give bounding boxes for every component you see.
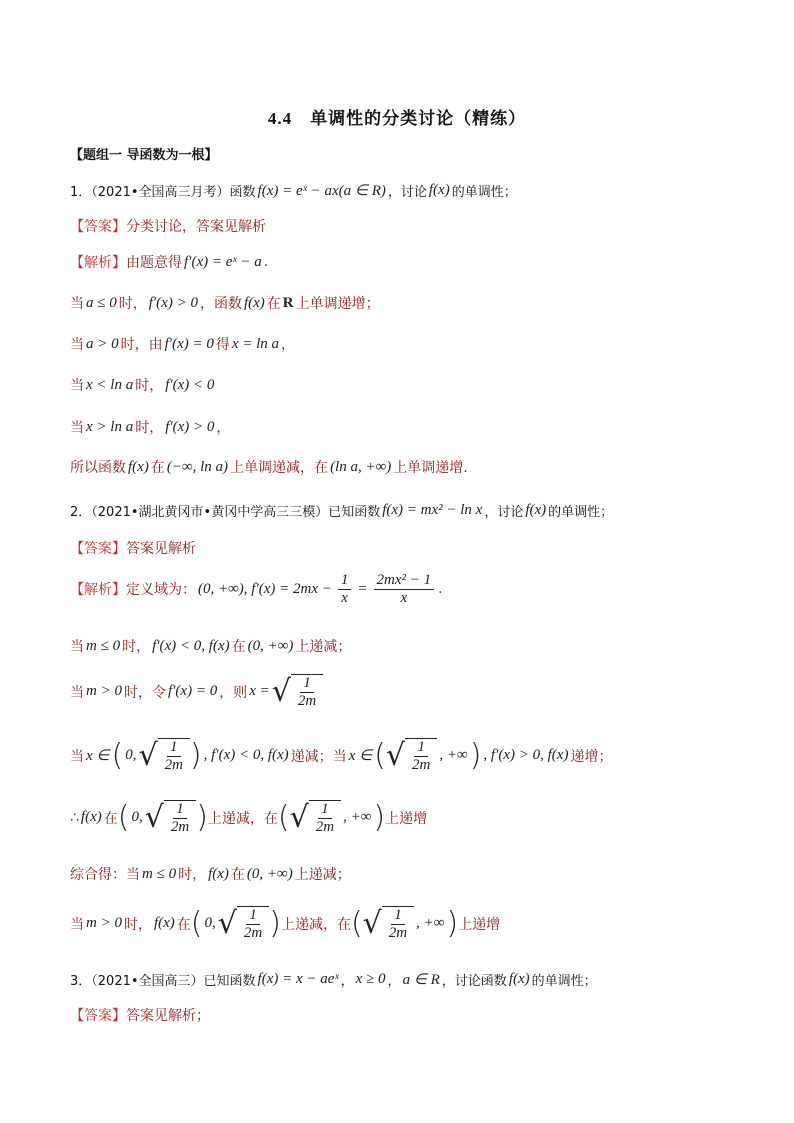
denominator: 2m [164, 756, 183, 773]
fraction [293, 675, 321, 709]
math: = [357, 580, 368, 597]
q3-answer [70, 1005, 210, 1025]
q2-summary-2 [70, 906, 500, 941]
q3-suffix: 的单调性； [531, 974, 597, 989]
text: 时， [122, 639, 151, 655]
answer-text: 分类讨论，答案见解析 [126, 219, 266, 235]
q2-case-3 [70, 738, 612, 773]
math: R [282, 294, 294, 311]
math: m ≤ 0 [142, 865, 177, 882]
section-title: 单调性的分类讨论（精练） [310, 109, 527, 129]
q3-prefix: 3．（2021•全国高三）已知函数 [70, 974, 256, 989]
square-root [363, 906, 414, 941]
square-root [290, 800, 341, 835]
denominator: 2m [243, 924, 263, 941]
square-root [138, 738, 189, 773]
q1-prefix: 1．（2021•全国高三月考）函数 [70, 185, 256, 200]
math: m > 0 [86, 915, 122, 931]
text: 在 [150, 460, 165, 476]
text: 上递增 [385, 810, 428, 827]
q1-function: f(x) = eˣ − ax(a ∈ R) [257, 183, 386, 199]
group-heading: 【题组一 导函数为一根】 [70, 148, 218, 163]
q3-function: f(x) = x − aeˣ [257, 971, 339, 987]
fraction [239, 907, 267, 941]
text: ， [281, 337, 296, 353]
answer-tag: 【答案】 [70, 541, 126, 557]
square-root [218, 906, 269, 941]
fraction [166, 801, 194, 835]
math: 0, [204, 915, 216, 931]
q1-fx: f(x) [428, 182, 450, 198]
q1-case-2 [70, 334, 295, 354]
numerator: 1 [173, 801, 187, 819]
numerator: 1 [246, 907, 260, 925]
radical-icon: √ [362, 905, 382, 941]
therefore-icon: ∴ [70, 809, 79, 826]
analysis-text: 定义域为： [126, 582, 196, 598]
math: (−∞, ln a) [166, 458, 229, 475]
text: 当 [70, 684, 84, 701]
q2-case-1 [70, 636, 351, 656]
math: x = [249, 683, 270, 699]
q1-suffix: 的单调性； [451, 185, 517, 200]
right-paren-icon: ) [196, 799, 208, 835]
right-paren-icon: ) [446, 905, 459, 941]
q1-mid: ，讨论 [387, 185, 427, 200]
text: 综合得：当 [70, 867, 140, 883]
text: 在 [230, 867, 245, 883]
q2-prefix: 2．（2021•湖北黄冈市•黄冈中学高三三模）已知函数 [70, 505, 381, 520]
text: 在 [103, 810, 118, 827]
page-title [0, 104, 794, 129]
radical-icon: √ [271, 673, 291, 709]
text: 递增； [570, 748, 613, 765]
denominator: x [400, 589, 408, 606]
q1-case-4 [70, 417, 230, 437]
right-paren-icon: ) [373, 799, 386, 835]
q2-suffix: 的单调性； [548, 505, 614, 520]
text: ， [387, 974, 401, 989]
text: 当 [70, 420, 84, 436]
q2-summary-1 [70, 864, 351, 884]
math: x ∈ [86, 748, 110, 764]
numerator: 1 [391, 907, 405, 925]
math: , f′(x) > 0, f(x) [483, 747, 569, 763]
q2-mid: ，讨论 [484, 505, 524, 520]
math: f(x) [153, 915, 175, 931]
answer-tag: 【答案】 [70, 1008, 126, 1024]
text: 在 [231, 639, 246, 655]
q2-function: f(x) = mx² − ln x [382, 502, 483, 518]
radical-icon: √ [289, 799, 309, 835]
q1-analysis [70, 252, 268, 272]
analysis-tag: 【解析】 [70, 582, 126, 598]
text: 当 [70, 916, 84, 933]
math: (0, +∞) [246, 865, 293, 882]
text: 上递减，在 [207, 810, 278, 827]
math: f′(x) = 0 [167, 683, 218, 699]
square-root [145, 800, 196, 835]
text: 递减；当 [290, 748, 347, 765]
denominator: 2m [315, 818, 335, 835]
math: x < ln a [86, 376, 134, 393]
question-2 [70, 501, 613, 520]
text: 上单调递增. [393, 460, 468, 476]
math: f(x) [128, 458, 149, 475]
math: , +∞ [439, 747, 468, 763]
text: ， [340, 974, 354, 989]
text: 上递减，在 [280, 916, 351, 933]
text: ，函数 [199, 296, 242, 312]
square-root [272, 674, 323, 709]
numerator: 1 [318, 801, 332, 819]
fraction [384, 907, 412, 941]
math: x ∈ [348, 748, 373, 764]
math: a ∈ R [402, 972, 440, 988]
text: 当 [70, 639, 84, 655]
analysis-expr: f′(x) = eˣ − a [184, 253, 262, 270]
math: , +∞ [416, 915, 445, 931]
denominator: 2m [170, 818, 190, 835]
math: f′(x) < 0, f(x) [152, 637, 230, 654]
question-3 [70, 970, 597, 989]
question-1 [70, 181, 517, 200]
denominator: x [341, 589, 348, 606]
math: , f′(x) < 0, f(x) [203, 747, 289, 763]
text: 在 [176, 916, 191, 933]
math: x ≥ 0 [355, 971, 386, 987]
text: 时， [123, 916, 152, 933]
q2-therefore [70, 800, 427, 835]
left-paren-icon: ( [350, 905, 363, 941]
math: m ≤ 0 [86, 637, 121, 654]
text: 所以函数 [70, 460, 126, 476]
text: 时，令 [123, 684, 166, 701]
q3-fx: f(x) [508, 971, 530, 987]
q2-analysis [70, 572, 443, 606]
fraction [407, 739, 435, 773]
fraction [311, 801, 339, 835]
analysis-end: . [263, 254, 269, 270]
math: (0, +∞), f′(x) = 2mx − [198, 580, 332, 597]
text: 时，由 [120, 337, 163, 353]
text: 在 [266, 296, 281, 312]
numerator: 1 [300, 675, 314, 693]
section-number: 4.4 [267, 109, 293, 128]
left-paren-icon: ( [190, 905, 203, 941]
math: 0, [131, 809, 143, 825]
text: 上递增 [458, 916, 501, 933]
q2-fx: f(x) [525, 502, 547, 518]
q2-case-2 [70, 674, 323, 709]
text: 当 [70, 378, 84, 394]
math: (ln a, +∞) [330, 458, 392, 475]
q1-case-1 [70, 293, 380, 313]
left-paren-icon: ( [374, 737, 386, 773]
denominator: 2m [388, 924, 408, 941]
fraction [372, 572, 437, 606]
math: f(x) [208, 865, 229, 882]
text: 上单调递减，在 [230, 460, 329, 476]
square-root [386, 738, 437, 773]
radical-icon: √ [385, 737, 406, 773]
text: 时， [135, 420, 164, 436]
math: m > 0 [86, 683, 122, 699]
fraction [160, 739, 188, 773]
right-paren-icon: ) [469, 737, 482, 773]
text: 当 [70, 337, 84, 353]
math: f′(x) < 0 [165, 376, 215, 393]
math: a > 0 [86, 335, 119, 352]
q1-conclusion [70, 457, 468, 477]
q1-case-3 [70, 375, 216, 395]
text: 得 [215, 337, 230, 353]
q3-mid: ，讨论函数 [441, 974, 507, 989]
radical-icon: √ [138, 737, 158, 773]
text: 当 [70, 748, 84, 765]
math: f(x) [243, 294, 265, 311]
answer-tag: 【答案】 [70, 219, 126, 235]
radical-icon: √ [217, 905, 237, 941]
text: ，则 [219, 684, 248, 701]
denominator: 2m [297, 692, 317, 709]
analysis-text: 由题意得 [126, 255, 182, 271]
denominator: 2m [412, 756, 431, 773]
math: x = ln a [231, 335, 280, 352]
text: 时， [178, 867, 207, 883]
text: . [438, 581, 443, 597]
numerator: 2mx² − 1 [374, 572, 435, 590]
left-paren-icon: ( [277, 799, 290, 835]
math: (0, +∞) [247, 637, 294, 654]
math: a ≤ 0 [86, 294, 117, 311]
left-paren-icon: ( [111, 737, 124, 773]
text: ， [216, 420, 231, 436]
analysis-tag: 【解析】 [70, 255, 126, 271]
math: , +∞ [343, 809, 372, 825]
right-paren-icon: ) [189, 737, 202, 773]
text: 时， [118, 296, 147, 312]
radical-icon: √ [144, 799, 164, 835]
math: 0, [125, 747, 137, 763]
left-paren-icon: ( [117, 799, 130, 835]
answer-text: 答案见解析 [126, 541, 196, 557]
math: x > ln a [86, 418, 134, 435]
text: 上递减； [294, 867, 351, 883]
text: 当 [70, 296, 84, 312]
fraction [336, 572, 354, 606]
math: f(x) [80, 809, 102, 825]
q2-answer [70, 538, 196, 558]
text: 时， [135, 378, 164, 394]
numerator: 1 [338, 572, 352, 590]
math: f′(x) > 0 [165, 418, 215, 435]
math: f′(x) > 0 [148, 294, 198, 311]
text: 上单调递增； [295, 296, 380, 312]
text: 上递减； [295, 639, 352, 655]
right-paren-icon: ) [269, 905, 281, 941]
numerator: 1 [414, 739, 428, 757]
answer-text: 答案见解析； [126, 1008, 210, 1024]
numerator: 1 [167, 739, 181, 757]
math: f′(x) = 0 [164, 335, 214, 352]
q1-answer [70, 216, 266, 236]
